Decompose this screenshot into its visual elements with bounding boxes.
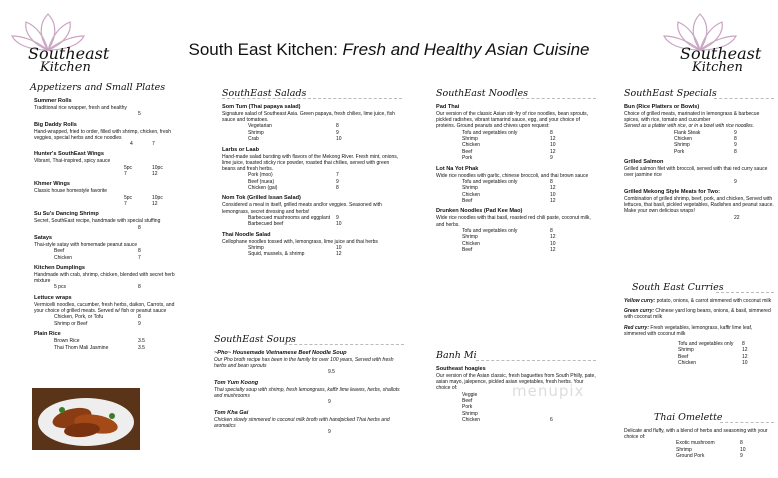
item-description: Handmade with crab, shrimp, chicken, blended with secret herb mixture	[34, 272, 175, 285]
row-price: 9	[336, 178, 339, 185]
food-photo-image	[32, 388, 140, 450]
row-label: Tofu and vegetables only	[462, 129, 518, 136]
price-rows	[674, 130, 756, 156]
row-price: 3.5	[138, 344, 145, 351]
row-price: 8	[734, 148, 737, 155]
soups-section	[214, 334, 404, 439]
row-label: Beef	[462, 247, 473, 254]
divider	[716, 292, 774, 293]
item-name: Summer Rolls	[34, 98, 72, 104]
menu-item	[624, 104, 774, 155]
price-rows	[248, 215, 358, 228]
row-label: Chicken	[54, 254, 73, 261]
curry-description: potato, onions, & carrot simmered with coconut milk	[655, 298, 772, 304]
price-row	[54, 111, 160, 117]
row-price: 9	[336, 214, 339, 221]
header-label: 5pc	[124, 164, 133, 171]
menu-item	[34, 122, 182, 148]
menu-item	[214, 350, 404, 376]
price-row	[248, 185, 358, 191]
item-description: Considered a meal in itself, grilled meats and/or veggies. Seasoned with lemongrass, secret dressing and herbs!	[222, 202, 382, 215]
price-row	[54, 345, 160, 351]
price-row	[462, 417, 572, 423]
section-heading: Appetizers and Small Plates	[30, 82, 166, 93]
row-label	[54, 171, 124, 177]
item-name: Khmer Wings	[34, 181, 71, 188]
item-name: Larbs or Laab	[222, 146, 259, 153]
logo-text-line1: Southeast	[28, 44, 110, 63]
section-heading-wrap	[222, 88, 402, 100]
row-label: Pork (moo)	[248, 172, 273, 179]
row-price: 12	[336, 251, 342, 258]
item-note: Served as a platter with rice, or in a bowl with rice noodles.	[624, 123, 755, 130]
row-price: 3.5	[138, 338, 145, 345]
row-price: 5	[138, 111, 141, 118]
row-price: 12	[550, 148, 556, 155]
row-label: Shrimp	[462, 185, 478, 192]
noodles-section	[436, 88, 596, 258]
row-price: 10	[550, 142, 556, 149]
price-rows	[248, 123, 358, 142]
row-price: 8	[550, 129, 553, 136]
menu-item	[222, 195, 402, 227]
row-label	[54, 225, 138, 231]
section-heading: SouthEast Salads	[222, 88, 307, 99]
item-name: Drunken Noodles (Pad Kee Mao)	[436, 208, 523, 215]
menu-item	[436, 208, 596, 253]
row-price: 4	[130, 141, 133, 148]
menu-item	[34, 211, 182, 231]
item-name: Big Daddy Rolls	[34, 121, 77, 128]
price-rows	[676, 440, 762, 459]
menu-item	[624, 189, 774, 221]
row-price: 10	[550, 240, 556, 247]
section-heading: SouthEast Noodles	[436, 88, 528, 99]
row-price: 6	[550, 417, 553, 424]
item-name: Som Tum (Thai papaya salad)	[222, 104, 301, 110]
row-label	[54, 201, 124, 207]
row-price: 7	[152, 141, 155, 148]
menu-item	[222, 147, 402, 192]
curry-label: Red curry:	[624, 324, 650, 331]
section-heading-wrap	[214, 334, 404, 346]
item-name: Grilled Salmon	[624, 159, 664, 166]
price-rows	[248, 245, 358, 258]
header-label: 10pc	[152, 194, 163, 201]
row-label: Tofu and vegetables only	[462, 227, 518, 234]
menu-item	[436, 166, 596, 205]
row-price: 12	[550, 198, 556, 205]
row-label	[54, 111, 138, 117]
row-price: 10	[336, 221, 342, 228]
logo-text-line1: Southeast	[680, 44, 762, 63]
price-row	[462, 198, 572, 204]
divider	[720, 422, 774, 423]
price-row	[674, 149, 756, 155]
row-price: 9	[138, 320, 141, 327]
row-price: 12	[550, 247, 556, 254]
row-label: Shrimp	[674, 142, 690, 149]
row-price: 8	[138, 224, 141, 231]
price-rows	[462, 130, 572, 162]
item-name: Grilled Mekong Style Meats for Two:	[624, 189, 720, 196]
row-price: 8	[336, 123, 339, 130]
row-price: 7	[124, 171, 127, 178]
specials-section	[624, 88, 774, 225]
item-description: Choice of grilled meats, marinated in lemongrass & barbecue spices, with rice, tomato and cucumber	[624, 111, 760, 124]
menu-item	[436, 104, 596, 162]
item-description: Our version of the Asian classic, fresh baguettes from South Philly, pate, asian mayo, jalepence, pickled asian vegetables, fresh herbs. Your choice of:	[436, 373, 596, 392]
price-row	[248, 251, 358, 257]
row-label: Barbecued mushrooms and eggplant	[248, 214, 330, 221]
price-row	[214, 369, 350, 375]
section-heading-wrap	[624, 412, 774, 424]
item-description: Cellophane noodles tossed with, lemongrass, lime juice and thai herbs	[222, 238, 378, 245]
price-row	[248, 221, 358, 227]
section-heading-wrap	[436, 350, 596, 362]
row-price: 22	[734, 214, 740, 221]
title-sub: Fresh and Healthy Asian Cuisine	[342, 40, 590, 59]
row-label: Chicken, Pork, or Tofu	[54, 314, 104, 321]
watermark: menupix	[512, 382, 585, 400]
price-row	[676, 453, 762, 459]
price-rows	[214, 369, 350, 375]
item-description: Secret, SouthEast recipe, handmade with special stuffing	[34, 218, 161, 225]
price-rows	[54, 225, 160, 231]
price-rows	[54, 248, 160, 261]
salads-section	[222, 88, 402, 262]
item-name: Bun (Rice Platters or Bowls)	[624, 104, 700, 110]
header-label: 10pc	[152, 164, 163, 171]
row-price: 12	[742, 353, 748, 360]
item-name: Kitchen Dumplings	[34, 265, 85, 272]
price-row	[462, 247, 572, 253]
menu-item	[34, 265, 182, 291]
divider	[222, 98, 402, 99]
food-photo	[32, 388, 140, 450]
section-heading: SouthEast Specials	[624, 88, 717, 99]
divider	[476, 360, 596, 361]
row-price: 9	[734, 142, 737, 149]
curry-label: Green curry:	[624, 308, 655, 315]
row-price: 9	[336, 129, 339, 136]
row-label: Veggie	[462, 391, 478, 398]
item-name: Lot Na Yot Phak	[436, 165, 479, 172]
row-price: 8	[734, 136, 737, 143]
row-label	[214, 399, 328, 405]
item-description: Our Pho broth recipe has been in the family for over 100 years, Served with fresh herbs and bean sprouts	[214, 357, 394, 370]
row-label: Beef	[462, 398, 473, 405]
section-heading: Thai Omelette	[654, 412, 723, 423]
item-description: Combination of grilled shrimp, beef, pork, and chicken, Served with lettuces, thai basil, pickled vegetables, Radishes and peanut sauce. Make your own delicious wraps!	[624, 196, 774, 215]
page-title	[0, 40, 778, 63]
row-price: 8	[336, 185, 339, 192]
curry-label: Yellow curry:	[624, 298, 656, 304]
price-rows	[214, 399, 350, 405]
item-name: Nom Tok (Grilled Issan Salad)	[222, 195, 301, 202]
item-name: ~Pho~ Housemade Vietnamese Beef Noodle Soup	[214, 350, 347, 356]
row-label: Shrimp	[676, 446, 692, 453]
price-rows	[674, 215, 756, 221]
item-description: Hand-made salad bursting with flavors of the Mekong River. Fresh mint, onions, lime juice, toasted sticky rice powder, roasted thai chilies, served with green beans and fresh herbs.	[222, 153, 399, 173]
price-row	[54, 284, 160, 290]
row-label: Pork	[462, 404, 473, 411]
section-heading: South East Curries	[632, 282, 724, 293]
price-rows	[54, 141, 180, 147]
row-label: Chicken (gai)	[248, 185, 278, 192]
item-description: Delicate and fluffy, with a blend of herbs and seasoning with your choice of:	[624, 428, 768, 441]
row-label: Ground Pork	[676, 453, 705, 460]
curry-description: Chinese yard long beans, onions, & basil, simmered with coconut milk	[624, 308, 771, 321]
price-rows	[678, 341, 764, 367]
row-price: 10	[740, 446, 746, 453]
price-row	[54, 255, 160, 261]
item-description: Vermicelli noodles, cucumber, fresh herbs, daikon, Carrots, and your choice of grilled meats. Served w/ fish or peanut sauce	[34, 301, 175, 315]
divider	[714, 98, 774, 99]
menu-item	[34, 235, 182, 261]
item-description: Hand-wrapped, fried to order, filled with shrimp, chicken, fresh veggies, special herbs and rice noodles	[34, 128, 172, 141]
row-label: Shrimp	[462, 234, 478, 241]
item-description: Our version of the classic Asian stir-fry of rice noodles, bean sprouts, pickled radishes, vibrant tamarind sauce, egg, and your choice of proteins. Ground peanuts and chives upon request:	[436, 111, 589, 130]
divider	[284, 344, 404, 345]
menu-item	[34, 331, 182, 351]
row-label: Barbecued beef	[248, 221, 284, 228]
row-label: Chicken	[678, 360, 697, 367]
row-price: 7	[138, 254, 141, 261]
row-price: 9	[734, 129, 737, 136]
header-label: 5pc	[124, 194, 133, 201]
row-label: Exotic mushroom	[676, 440, 715, 447]
item-description: Grilled salmon filet with broccoli, served with thai red curry sauce over jasmine rice	[624, 166, 768, 179]
price-row	[54, 141, 180, 147]
row-price: 12	[152, 171, 158, 178]
curry-description: Fresh vegetables, lemongrass, kaffir lime leaf, simmered with coconut milk	[624, 324, 753, 337]
price-rows	[674, 179, 756, 185]
row-label: Tofu and vegetables only	[462, 178, 518, 185]
row-price: 9	[328, 429, 331, 436]
price-rows	[54, 111, 160, 117]
price-row	[214, 399, 350, 405]
item-name: Plain Rice	[34, 331, 61, 338]
row-label: Beef	[678, 353, 689, 360]
price-row	[214, 429, 350, 435]
item-description: Thai-style satay with homemade peanut sauce	[34, 242, 138, 249]
price-row	[54, 171, 180, 177]
row-price: 12	[550, 234, 556, 241]
row-price: 9	[550, 155, 553, 162]
row-price: 9	[740, 453, 743, 460]
row-label	[54, 141, 130, 147]
logo-text-line2: Kitchen	[40, 60, 91, 75]
price-row	[678, 360, 764, 366]
title-main: South East Kitchen:	[188, 40, 338, 59]
item-name: Southeast hoagies	[436, 366, 486, 372]
row-label: Shrimp	[678, 347, 694, 354]
item-name: Tom Yum Koong	[214, 379, 259, 386]
item-description: Chicken slowly simmered in coconut milk broth with handpicked Thai herbs and aromatics	[214, 416, 390, 429]
price-rows	[214, 429, 350, 435]
item-description: Traditional rice wrapper, fresh and healthy	[34, 105, 127, 111]
row-price: 12	[550, 136, 556, 143]
row-label: Pork	[462, 155, 473, 162]
row-label: Beef	[54, 248, 65, 255]
menu-item	[222, 104, 402, 143]
appetizers-section	[30, 82, 182, 355]
row-price: 12	[152, 201, 158, 208]
price-rows	[54, 338, 160, 351]
row-label: Shrimp	[248, 129, 264, 136]
row-label: Brown Rice	[54, 338, 80, 345]
item-name: Thai Noodle Salad	[222, 231, 271, 238]
row-label: Chicken	[462, 240, 481, 247]
price-row	[674, 179, 756, 185]
row-price: 9.5	[328, 369, 335, 376]
row-price: 8	[138, 248, 141, 255]
item-name: Tom Kha Gai	[214, 409, 249, 416]
row-price: 8	[550, 178, 553, 185]
item-name: Su Su's Dancing Shrimp	[34, 211, 99, 218]
curries-section	[624, 282, 774, 367]
menu-item	[34, 295, 182, 327]
row-price: 8	[740, 440, 743, 447]
menu-item	[34, 181, 182, 207]
price-rows	[54, 284, 160, 290]
menu-item	[214, 410, 404, 436]
menu-item	[222, 232, 402, 258]
row-price: 9	[734, 178, 737, 185]
row-label	[214, 429, 328, 435]
price-rows	[54, 195, 180, 208]
item-description: Signature salad of Southeast Asia. Green papaya, fresh chilies, lime juice, fish sauce and tomatoes.	[222, 111, 395, 124]
row-label: Shrimp	[462, 410, 478, 417]
row-label: Flank Steak	[674, 129, 701, 136]
price-rows	[462, 179, 572, 205]
row-price: 8	[138, 284, 141, 291]
curry-item	[624, 298, 774, 304]
price-row	[54, 225, 160, 231]
price-row	[54, 201, 180, 207]
row-label: Chicken	[462, 142, 481, 149]
row-label: Beef	[462, 148, 473, 155]
row-label: Chicken	[674, 136, 693, 143]
curry-item	[624, 325, 774, 337]
item-description: Thai specialty soup with shrimp, fresh lemongrass, kaffir lime leaves, herbs, shallots and mushrooms	[214, 386, 400, 400]
row-label: Squid, mussels, & shrimp	[248, 251, 305, 258]
section-heading-wrap	[624, 88, 774, 100]
row-price: 8	[742, 341, 745, 348]
row-label	[674, 215, 734, 221]
row-label: 5 pcs	[54, 284, 66, 291]
row-price: 9	[328, 399, 331, 406]
menu-item	[624, 159, 774, 185]
row-price: 10	[550, 191, 556, 198]
item-name: Pad Thai	[436, 104, 460, 110]
section-heading: Banh Mi	[436, 350, 477, 361]
price-row	[674, 215, 756, 221]
row-price: 7	[336, 172, 339, 179]
item-description: Classic house homestyle favorite	[34, 188, 108, 195]
section-heading-wrap	[624, 282, 774, 294]
price-rows	[248, 172, 358, 191]
row-label: Shrimp	[248, 244, 264, 251]
row-price: 7	[124, 201, 127, 208]
section-heading: SouthEast Soups	[214, 334, 296, 345]
item-name: Lettuce wraps	[34, 294, 72, 301]
row-label: Chicken	[462, 417, 481, 424]
row-label: Tofu and vegetables only	[678, 341, 734, 348]
row-label	[214, 369, 328, 375]
row-label: Beef (nuea)	[248, 178, 275, 185]
menu-item	[214, 380, 404, 406]
row-label: Shrimp	[462, 136, 478, 143]
row-label: Vegetarian	[248, 123, 272, 130]
row-price: 8	[138, 314, 141, 321]
row-price: 12	[550, 185, 556, 192]
row-price: 10	[742, 360, 748, 367]
price-rows	[54, 165, 180, 178]
row-price: 10	[336, 136, 342, 143]
price-row	[54, 321, 160, 327]
row-price: 10	[336, 244, 342, 251]
menu-item	[34, 98, 182, 118]
menu-item	[34, 151, 182, 177]
row-label: Crab	[248, 136, 259, 143]
omelette-section	[624, 412, 774, 460]
section-heading-wrap	[436, 88, 596, 100]
item-name: Satays	[34, 235, 53, 242]
row-label: Thai Thom Mali Jasmine	[54, 344, 109, 351]
row-label: Beef	[462, 198, 473, 205]
item-name: Hunter's SouthEast Wings	[34, 151, 104, 158]
row-price: 12	[742, 347, 748, 354]
row-label: Shrimp or Beef	[54, 320, 88, 327]
price-row	[248, 136, 358, 142]
price-rows	[54, 314, 160, 327]
row-label: Chicken	[462, 191, 481, 198]
item-description: Wide rice noodles with garlic, chinese broccoli, and thai brown sauce	[436, 172, 589, 179]
price-rows	[462, 228, 572, 254]
row-label: Pork	[674, 148, 685, 155]
price-row	[462, 155, 572, 161]
row-label	[674, 179, 734, 185]
logo-text-line2: Kitchen	[692, 60, 743, 75]
divider	[516, 98, 596, 99]
row-price: 8	[550, 227, 553, 234]
curry-item	[624, 308, 774, 320]
item-description: Wide rice noodles with thai basil, roasted red chili paste, coconut milk, and herbs.	[436, 215, 591, 228]
item-description: Vibrant, Thai-inspired, spicy sauce	[34, 158, 111, 165]
